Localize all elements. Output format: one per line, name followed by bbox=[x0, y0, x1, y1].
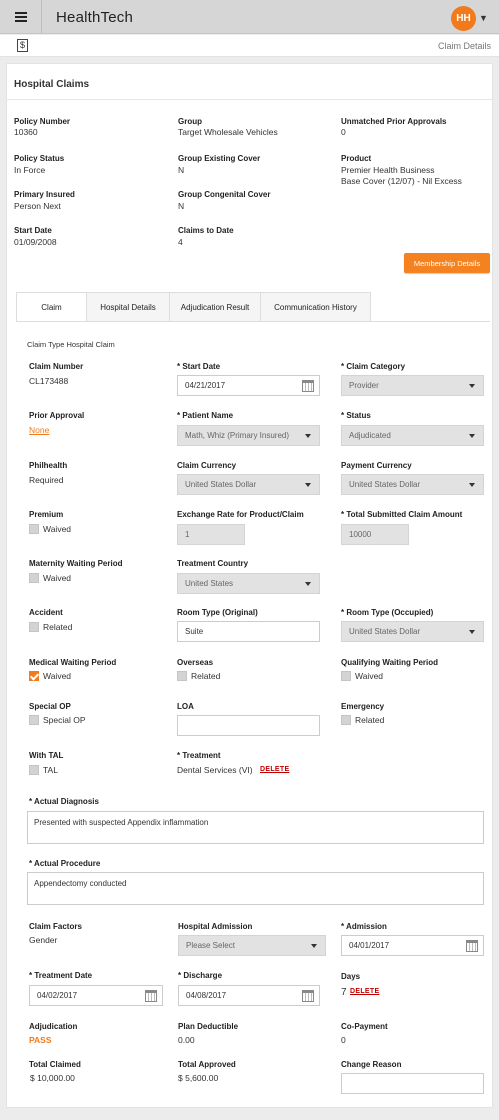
status-value: Adjudicated bbox=[349, 431, 391, 440]
special-op-label: Special OP bbox=[29, 702, 71, 711]
product-line2: Base Cover (12/07) - Nil Excess bbox=[341, 176, 462, 186]
adjudication-status-badge: PASS bbox=[29, 1035, 52, 1045]
status-label: * Status bbox=[341, 411, 371, 420]
tal-checkbox[interactable] bbox=[29, 765, 39, 775]
special-op-checkbox[interactable] bbox=[29, 715, 39, 725]
loa-field[interactable] bbox=[177, 715, 320, 736]
days-delete-link[interactable]: DELETE bbox=[350, 988, 380, 995]
unmatched-label: Unmatched Prior Approvals bbox=[341, 117, 447, 126]
start-date-label: Start Date bbox=[14, 226, 52, 235]
calendar-icon[interactable] bbox=[302, 380, 314, 392]
payment-currency-label: Payment Currency bbox=[341, 461, 412, 470]
claim-category-value: Provider bbox=[349, 381, 379, 390]
claim-category-label: * Claim Category bbox=[341, 362, 406, 371]
start-date: 01/09/2008 bbox=[14, 237, 57, 247]
overseas-checkbox-label: Related bbox=[191, 671, 221, 681]
app-logo: HealthTech bbox=[56, 9, 134, 26]
medical-waiting-checkbox-label: Waived bbox=[43, 671, 72, 681]
treatment-label: * Treatment bbox=[177, 751, 221, 760]
change-reason-label: Change Reason bbox=[341, 1060, 402, 1069]
special-op-checkbox-label: Special OP bbox=[43, 715, 86, 725]
sub-header bbox=[0, 35, 499, 57]
emergency-label: Emergency bbox=[341, 702, 385, 711]
accident-checkbox[interactable] bbox=[29, 622, 39, 632]
tab-communication-history[interactable]: Communication History bbox=[260, 292, 371, 322]
policy-number-label: Policy Number bbox=[14, 117, 71, 126]
policy-status: In Force bbox=[14, 165, 46, 175]
tal-checkbox-label: TAL bbox=[43, 765, 58, 775]
discharge-date-field[interactable] bbox=[178, 985, 320, 1006]
menu-icon[interactable] bbox=[0, 0, 42, 34]
chevron-down-icon bbox=[305, 582, 311, 586]
claim-currency-value: United States Dollar bbox=[185, 480, 257, 489]
philhealth-label: Philhealth bbox=[29, 461, 68, 470]
hospital-admission-value: Please Select bbox=[186, 941, 235, 950]
claim-currency-label: Claim Currency bbox=[177, 461, 237, 470]
calendar-icon[interactable] bbox=[302, 990, 314, 1002]
tab-hospital-details[interactable]: Hospital Details bbox=[86, 292, 170, 322]
start-date-value: 04/21/2017 bbox=[185, 381, 226, 390]
group-value: Target Wholesale Vehicles bbox=[178, 127, 278, 137]
dollar-icon[interactable]: $ bbox=[17, 39, 28, 52]
policy-number: 10360 bbox=[14, 127, 38, 137]
product-line1: Premier Health Business bbox=[341, 165, 435, 175]
treatment-date-field[interactable] bbox=[29, 985, 163, 1006]
group-congenital-label: Group Congenital Cover bbox=[178, 190, 271, 199]
plan-deductible-value: 0.00 bbox=[178, 1035, 195, 1045]
total-submitted-label: * Total Submitted Claim Amount bbox=[341, 510, 463, 519]
treatment-country-value: United States bbox=[185, 579, 234, 588]
claim-type: Claim Type Hospital Claim bbox=[27, 340, 115, 349]
overseas-checkbox[interactable] bbox=[177, 671, 187, 681]
payment-currency-select[interactable] bbox=[341, 474, 484, 495]
premium-label: Premium bbox=[29, 510, 64, 519]
group-congenital-value: N bbox=[178, 201, 185, 211]
patient-name-value: Math, Whiz (Primary Insured) bbox=[185, 431, 290, 440]
claim-category-select[interactable] bbox=[341, 375, 484, 396]
maternity-checkbox[interactable] bbox=[29, 573, 39, 583]
hospital-admission-select[interactable] bbox=[178, 935, 326, 956]
actual-procedure-label: * Actual Procedure bbox=[29, 859, 101, 868]
calendar-icon[interactable] bbox=[145, 990, 157, 1002]
with-tal-label: With TAL bbox=[29, 751, 64, 760]
primary-insured-label: Primary Insured bbox=[14, 190, 75, 199]
top-bar bbox=[0, 0, 499, 34]
plan-deductible-label: Plan Deductible bbox=[178, 1022, 239, 1031]
divider bbox=[6, 99, 493, 100]
total-claimed-value: $ 10,000.00 bbox=[30, 1073, 75, 1083]
group-existing-value: N bbox=[178, 165, 185, 175]
unmatched-value: 0 bbox=[341, 127, 346, 137]
membership-details-button[interactable]: Membership Details bbox=[404, 253, 490, 273]
treatment-date-value: 04/02/2017 bbox=[37, 991, 78, 1000]
status-select[interactable] bbox=[341, 425, 484, 446]
adjudication-label: Adjudication bbox=[29, 1022, 78, 1031]
chevron-down-icon bbox=[311, 944, 317, 948]
total-claimed-label: Total Claimed bbox=[29, 1060, 81, 1069]
chevron-down-icon bbox=[305, 434, 311, 438]
co-payment-value: 0 bbox=[341, 1035, 346, 1045]
accident-label: Accident bbox=[29, 608, 63, 617]
claim-number-label: Claim Number bbox=[29, 362, 84, 371]
medical-waiting-checkbox[interactable] bbox=[29, 671, 39, 681]
page-title: Hospital Claims bbox=[14, 79, 90, 90]
claim-number: CL173488 bbox=[29, 376, 69, 386]
product-label: Product bbox=[341, 154, 372, 163]
change-reason-field[interactable] bbox=[341, 1073, 484, 1094]
chevron-down-icon bbox=[469, 384, 475, 388]
emergency-checkbox-label: Related bbox=[355, 715, 385, 725]
treatment-value: Dental Services (VI) bbox=[177, 765, 253, 775]
total-approved-value: $ 5,600.00 bbox=[178, 1073, 219, 1083]
treatment-delete-link[interactable]: DELETE bbox=[260, 766, 290, 773]
treatment-date-label: * Treatment Date bbox=[29, 971, 93, 980]
patient-name-label: * Patient Name bbox=[177, 411, 234, 420]
breadcrumb: Claim Details bbox=[437, 41, 491, 51]
qualifying-waiting-checkbox-label: Waived bbox=[355, 671, 384, 681]
total-submitted-field[interactable]: 10000 bbox=[341, 524, 409, 545]
group-existing-label: Group Existing Cover bbox=[178, 154, 261, 163]
claim-factors-value: Gender bbox=[29, 935, 58, 945]
policy-status-label: Policy Status bbox=[14, 154, 65, 163]
admission-label: * Admission bbox=[341, 922, 387, 931]
qualifying-waiting-label: Qualifying Waiting Period bbox=[341, 658, 439, 667]
chevron-down-icon bbox=[305, 483, 311, 487]
tab-claim[interactable]: Claim bbox=[16, 292, 87, 322]
payment-currency-value: United States Dollar bbox=[349, 480, 421, 489]
total-approved-label: Total Approved bbox=[178, 1060, 236, 1069]
discharge-date-value: 04/08/2017 bbox=[186, 991, 227, 1000]
chevron-down-icon bbox=[469, 434, 475, 438]
maternity-label: Maternity Waiting Period bbox=[29, 559, 123, 568]
calendar-icon[interactable] bbox=[466, 940, 478, 952]
admission-date-value: 04/01/2017 bbox=[349, 941, 390, 950]
days-value: 7 bbox=[341, 987, 347, 998]
medical-waiting-label: Medical Waiting Period bbox=[29, 658, 117, 667]
patient-name-select[interactable] bbox=[177, 425, 320, 446]
room-occupied-label: * Room Type (Occupied) bbox=[341, 608, 434, 617]
room-original-field[interactable]: Suite bbox=[177, 621, 320, 642]
emergency-checkbox[interactable] bbox=[341, 715, 351, 725]
exchange-rate-label: Exchange Rate for Product/Claim bbox=[177, 510, 304, 519]
chevron-down-icon bbox=[469, 630, 475, 634]
overseas-label: Overseas bbox=[177, 658, 214, 667]
chevron-down-icon[interactable]: ▼ bbox=[479, 13, 488, 23]
philhealth-value: Required bbox=[29, 475, 64, 485]
room-occupied-value: United States Dollar bbox=[349, 627, 421, 636]
group-label: Group bbox=[178, 117, 202, 126]
days-label: Days bbox=[341, 972, 361, 981]
discharge-label: * Discharge bbox=[178, 971, 223, 980]
accident-checkbox-label: Related bbox=[43, 622, 73, 632]
claims-to-date: 4 bbox=[178, 237, 183, 247]
actual-diagnosis-label: * Actual Diagnosis bbox=[29, 797, 99, 806]
start-date-field-label: * Start Date bbox=[177, 362, 221, 371]
chevron-down-icon bbox=[469, 483, 475, 487]
room-original-label: Room Type (Original) bbox=[177, 608, 258, 617]
tab-adjudication-result[interactable]: Adjudication Result bbox=[169, 292, 261, 322]
start-date-field[interactable] bbox=[177, 375, 320, 396]
primary-insured: Person Next bbox=[14, 201, 61, 211]
maternity-checkbox-label: Waived bbox=[43, 573, 72, 583]
actual-diagnosis-textarea[interactable]: Presented with suspected Appendix inflammation bbox=[27, 811, 484, 844]
premium-checkbox[interactable] bbox=[29, 524, 39, 534]
claims-to-date-label: Claims to Date bbox=[178, 226, 234, 235]
prior-approval-label: Prior Approval bbox=[29, 411, 85, 420]
prior-approval-link[interactable]: None bbox=[29, 425, 50, 435]
room-occupied-select[interactable] bbox=[341, 621, 484, 642]
treatment-country-label: Treatment Country bbox=[177, 559, 249, 568]
actual-procedure-textarea[interactable]: Appendectomy conducted bbox=[27, 872, 484, 905]
qualifying-waiting-checkbox[interactable] bbox=[341, 671, 351, 681]
claim-currency-select[interactable] bbox=[177, 474, 320, 495]
treatment-country-select[interactable] bbox=[177, 573, 320, 594]
claim-factors-label: Claim Factors bbox=[29, 922, 82, 931]
co-payment-label: Co-Payment bbox=[341, 1022, 388, 1031]
admission-date-field[interactable] bbox=[341, 935, 484, 956]
premium-checkbox-label: Waived bbox=[43, 524, 72, 534]
user-avatar[interactable]: HH bbox=[451, 6, 476, 31]
exchange-rate-field[interactable]: 1 bbox=[177, 524, 245, 545]
loa-label: LOA bbox=[177, 702, 194, 711]
hospital-admission-label: Hospital Admission bbox=[178, 922, 253, 931]
